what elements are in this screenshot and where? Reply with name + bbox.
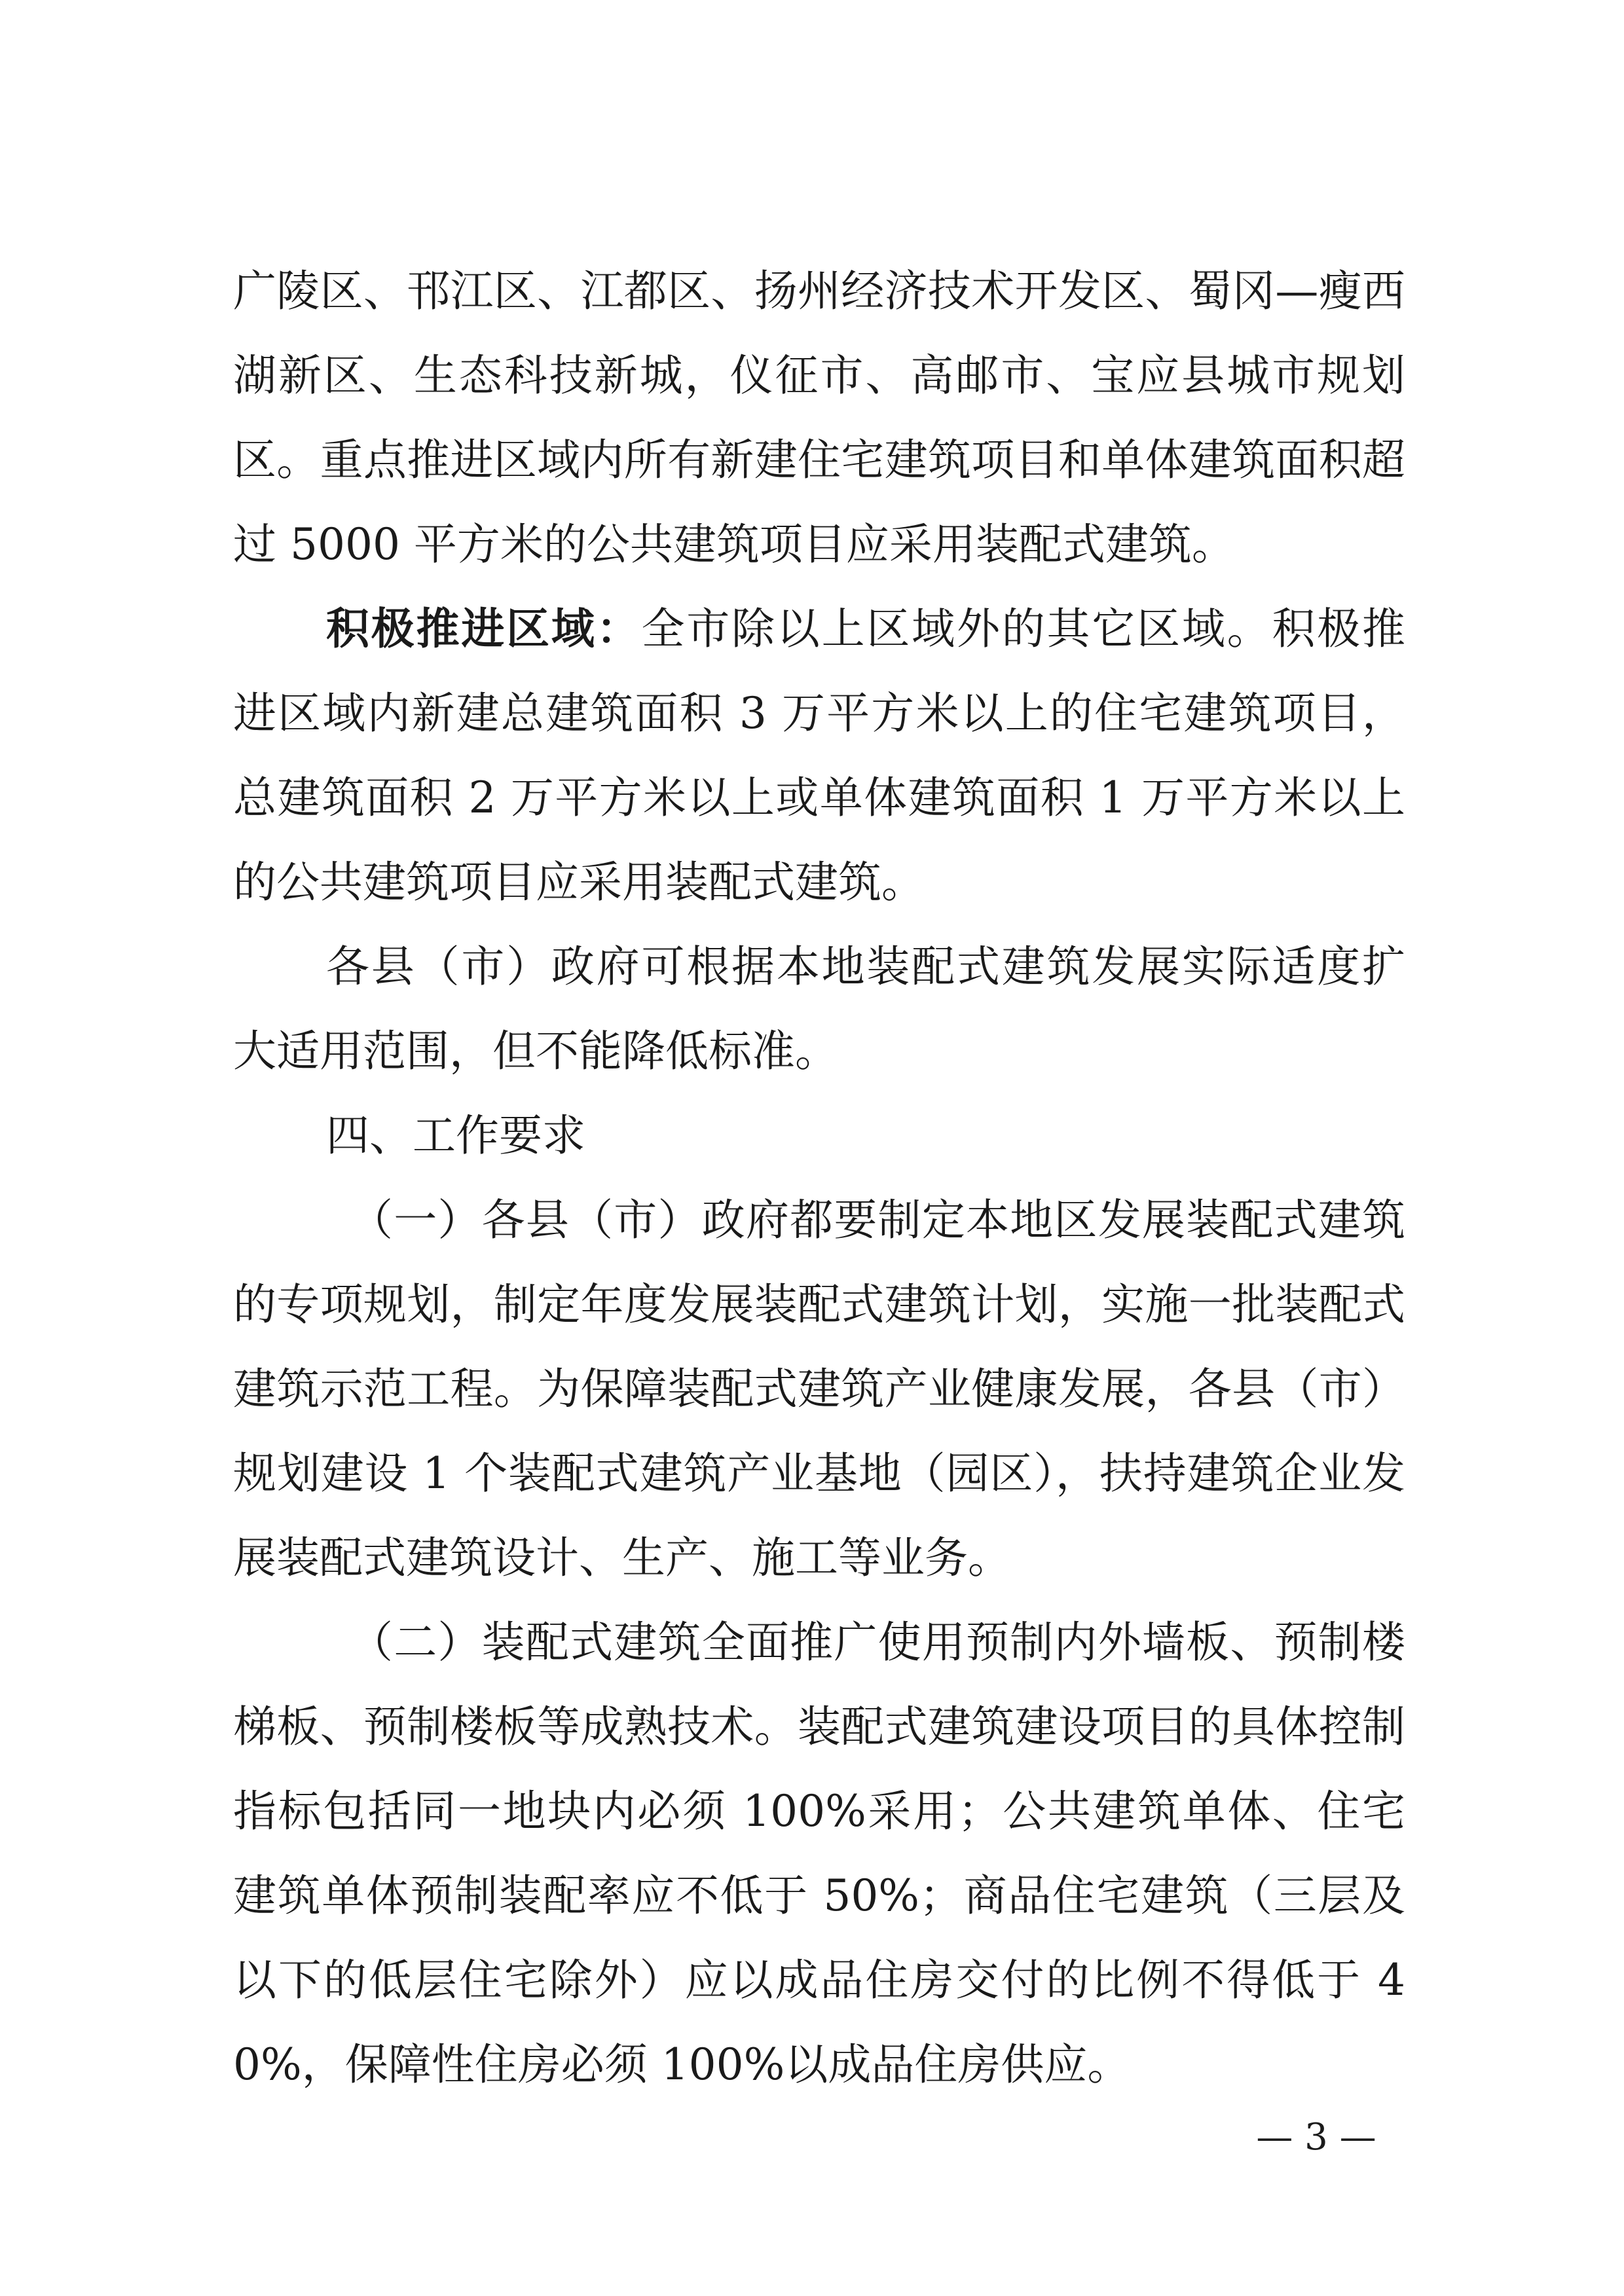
paragraph-county-scope: 各县（市）政府可根据本地装配式建筑发展实际适度扩大适用范围，但不能降低标准。 <box>233 941 1405 1076</box>
paragraph-active-promotion-area <box>233 587 1405 924</box>
paragraph-key-area-continuation: 广陵区、邗江区、江都区、扬州经济技术开发区、蜀冈—瘦西湖新区、生态科技新城，仪征市、高邮市、宝应县城市规划区。重点推进区域内所有新建住宅建筑项目和单体建筑面积超过 5000 平方米的公共建筑项目应采用装配式建筑。 <box>233 266 1405 570</box>
paragraph-requirement-two: （二）装配式建筑全面推广使用预制内外墙板、预制楼梯板、预制楼板等成熟技术。装配式建筑建设项目的具体控制指标包括同一地块内必须 100%采用；公共建筑单体、住宅建筑单体预制装配率应不低于 50%；商品住宅建筑（三层及以下的低层住宅除外）应以成品住房交付的比例不得低于 40%，保障性住房必须 100%以成品住房供应。 <box>233 1617 1405 2090</box>
active-area-text: 全市除以上区域外的其它区域。积极推进区域内新建总建筑面积 3 万平方米以上的住宅建筑项目，总建筑面积 2 万平方米以上或单体建筑面积 1 万平方米以上的公共建筑项目应采用装配式建筑。 <box>233 604 1406 907</box>
page-number: — 3 — <box>1256 2116 1376 2159</box>
body-text <box>233 249 1405 2107</box>
active-area-heading: 积极推进区域： <box>326 603 642 654</box>
section-heading-work-requirements: 四、工作要求 <box>326 1110 585 1161</box>
paragraph-requirement-one: （一）各县（市）政府都要制定本地区发展装配式建筑的专项规划，制定年度发展装配式建筑计划，实施一批装配式建筑示范工程。为保障装配式建筑产业健康发展，各县（市）规划建设 1 个装配式建筑产业基地（园区），扶持建筑企业发展装配式建筑设计、生产、施工等业务。 <box>233 1195 1405 1583</box>
